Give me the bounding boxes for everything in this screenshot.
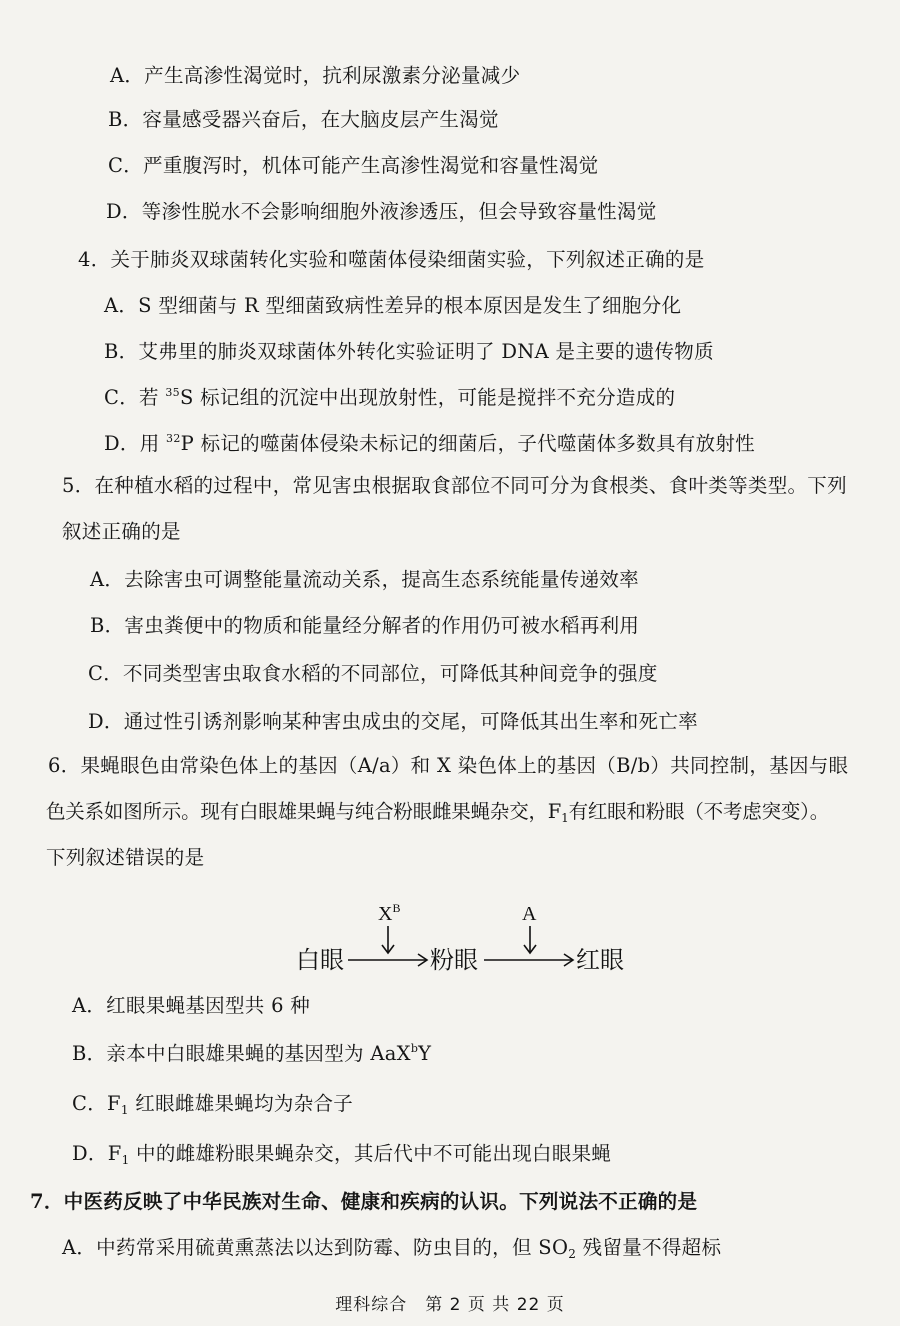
q7-stem: 7．中医药反映了中华民族对生命、健康和疾病的认识。下列说法不正确的是 [30,1190,698,1213]
q7-option-a: A．中药常采用硫黄熏蒸法以达到防霉、防虫目的，但 $SO_2$ 残留量不得超标 [62,1236,722,1261]
right-arrow-icon [484,954,573,966]
q6-option-c: C．$F_1$ 红眼雌雄果蝇均为杂合子 [72,1092,354,1117]
q3-option-b: B．容量感受器兴奋后，在大脑皮层产生渴觉 [108,108,499,131]
q4-stem: 4．关于肺炎双球菌转化实验和噬菌体侵染细菌实验，下列叙述正确的是 [78,248,705,271]
down-arrow-icon [382,926,394,953]
q4-option-b: B．艾弗里的肺炎双球菌体外转化实验证明了 DNA 是主要的遗传物质 [104,340,714,363]
down-arrow-icon [524,926,536,953]
page-footer: 理科综合 第 2 页 共 22 页 [335,1295,565,1315]
q3-option-c: C．严重腹泻时，机体可能产生高渗性渴觉和容量性渴觉 [108,154,599,177]
q6-option-d: D．$F_1$ 中的雌雄粉眼果蝇杂交，其后代中不可能出现白眼果蝇 [72,1142,612,1167]
eye-color-pathway-diagram [290,896,650,980]
gene-xb-label: $X^B$ [378,901,401,925]
right-arrow-icon [348,954,427,966]
q6-stem-line3: 下列叙述错误的是 [46,846,205,869]
q5-option-c: C．不同类型害虫取食水稻的不同部位，可降低其种间竞争的强度 [88,662,658,685]
q4-option-a: A．S 型细菌与 R 型细菌致病性差异的根本原因是发生了细胞分化 [104,294,682,317]
q5-option-b: B．害虫粪便中的物质和能量经分解者的作用仍可被水稻再利用 [90,614,640,637]
red-eye-label: 红眼 [576,946,624,974]
q6-option-a: A．红眼果蝇基因型共 6 种 [72,994,311,1017]
q4-option-c: C．若 $^{35}$S 标记组的沉淀中出现放射性，可能是搅拌不充分造成的 [104,386,676,409]
q5-stem-line1: 5．在种植水稻的过程中，常见害虫根据取食部位不同可分为食根类、食叶类等类型。下列 [62,474,847,497]
q5-stem-line2: 叙述正确的是 [62,520,181,543]
pink-eye-label: 粉眼 [430,946,478,974]
q6-stem-line1: 6．果蝇眼色由常染色体上的基因（A/a）和 X 染色体上的基因（B/b）共同控制，基因与眼 [48,754,849,777]
q6-stem-line2: 色关系如图所示。现有白眼雄果蝇与纯合粉眼雌果蝇杂交，$F_1$有红眼和粉眼（不考虑突变）。 [46,800,830,825]
q3-option-a: A．产生高渗性渴觉时，抗利尿激素分泌量减少 [110,64,521,87]
q6-option-b: B．亲本中白眼雄果蝇的基因型为 AaX$^b$Y [72,1042,432,1065]
q5-option-a: A．去除害虫可调整能量流动关系，提高生态系统能量传递效率 [90,568,639,591]
white-eye-label: 白眼 [296,946,344,974]
q5-option-d: D．通过性引诱剂影响某种害虫成虫的交尾，可降低其出生率和死亡率 [88,710,698,733]
q3-option-d: D．等渗性脱水不会影响细胞外液渗透压，但会导致容量性渴觉 [106,200,657,223]
q4-option-d: D．用 $^{32}$P 标记的噬菌体侵染未标记的细菌后，子代噬菌体多数具有放射性 [104,432,755,455]
gene-a-label: A [522,903,537,925]
